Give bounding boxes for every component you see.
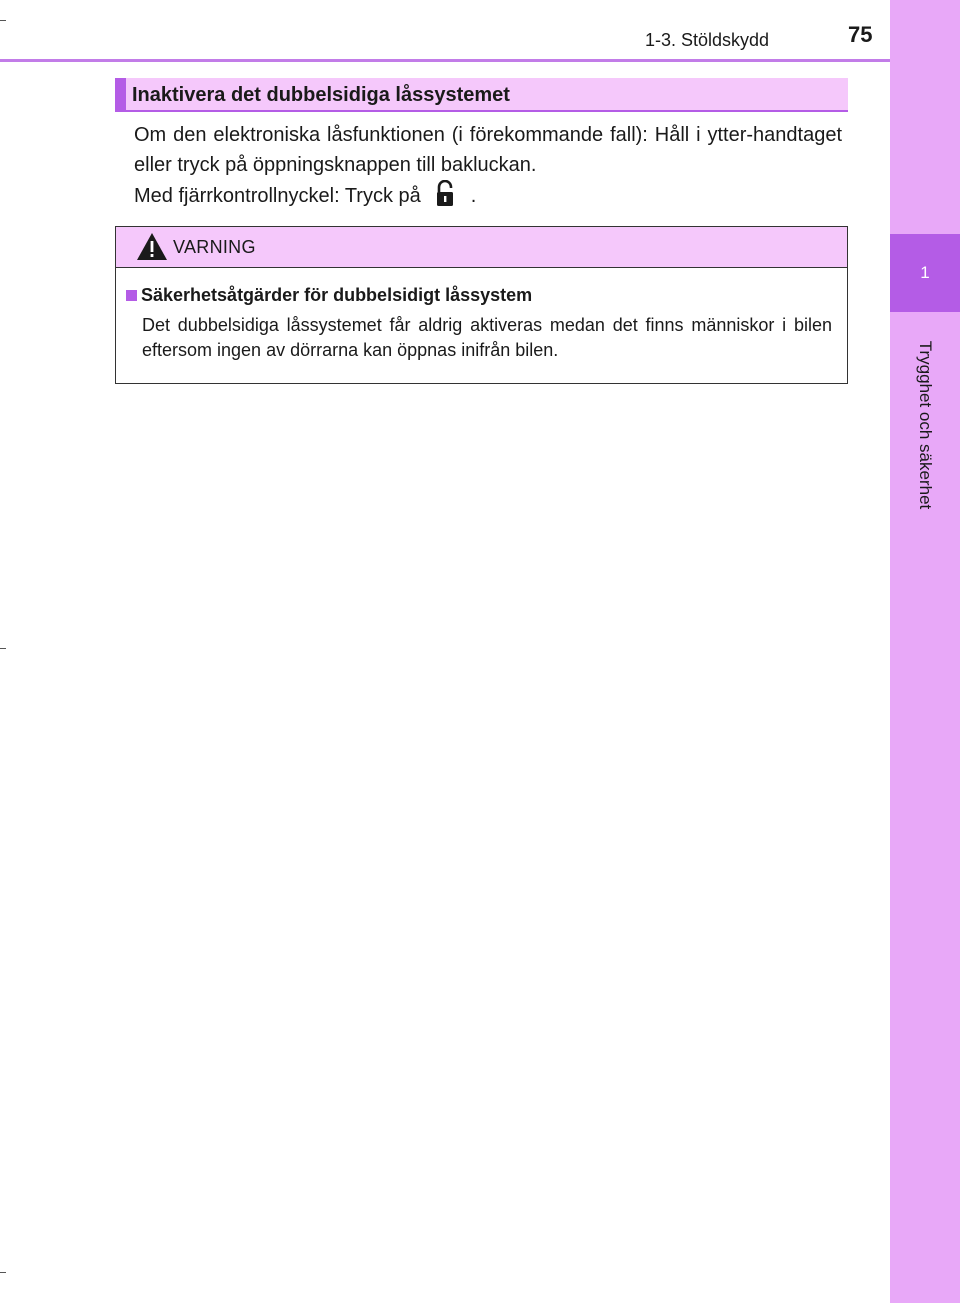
page-number: 75 [848,22,873,47]
paragraph-remote-key-prefix: Med fjärrkontrollnyckel: Tryck på [134,185,421,207]
warning-subheading [126,285,532,306]
chapter-sidebar [890,0,960,1303]
crop-mark [0,648,6,649]
warning-header [116,227,847,268]
running-header-section: 1-3. Stöldskydd [645,30,770,50]
warning-subheading-text: Säkerhetsåtgärder för dubbelsidigt låssystem [141,285,533,305]
chapter-title: Trygghet och säkerhet [916,340,935,510]
warning-triangle-icon [136,232,168,266]
section-heading-bar [115,78,126,110]
unlock-icon [435,180,455,217]
warning-label: VARNING [173,237,256,257]
chapter-tab [890,234,960,312]
section-heading-text: Inaktivera det dubbelsidiga låssystemet [132,84,510,106]
crop-mark [0,20,6,21]
section-heading [115,78,848,112]
paragraph-remote-key [134,180,842,217]
warning-box [115,226,848,384]
square-bullet-icon [126,290,137,301]
body-text [134,121,842,217]
header-divider [0,59,890,62]
chapter-number: 1 [920,263,930,282]
paragraph-electronic-lock: Om den elektroniska låsfunktionen (i förekommande fall): Håll i ytter-handtaget eller tryck på öppningsknappen till bakluckan. [134,124,842,176]
crop-mark [0,1272,6,1273]
warning-text: Det dubbelsidiga låssystemet får aldrig aktiveras medan det finns människor i bilen eftersom ingen av dörrarna kan öppnas inifrån bilen. [142,315,832,360]
paragraph-remote-key-suffix: . [470,185,477,207]
